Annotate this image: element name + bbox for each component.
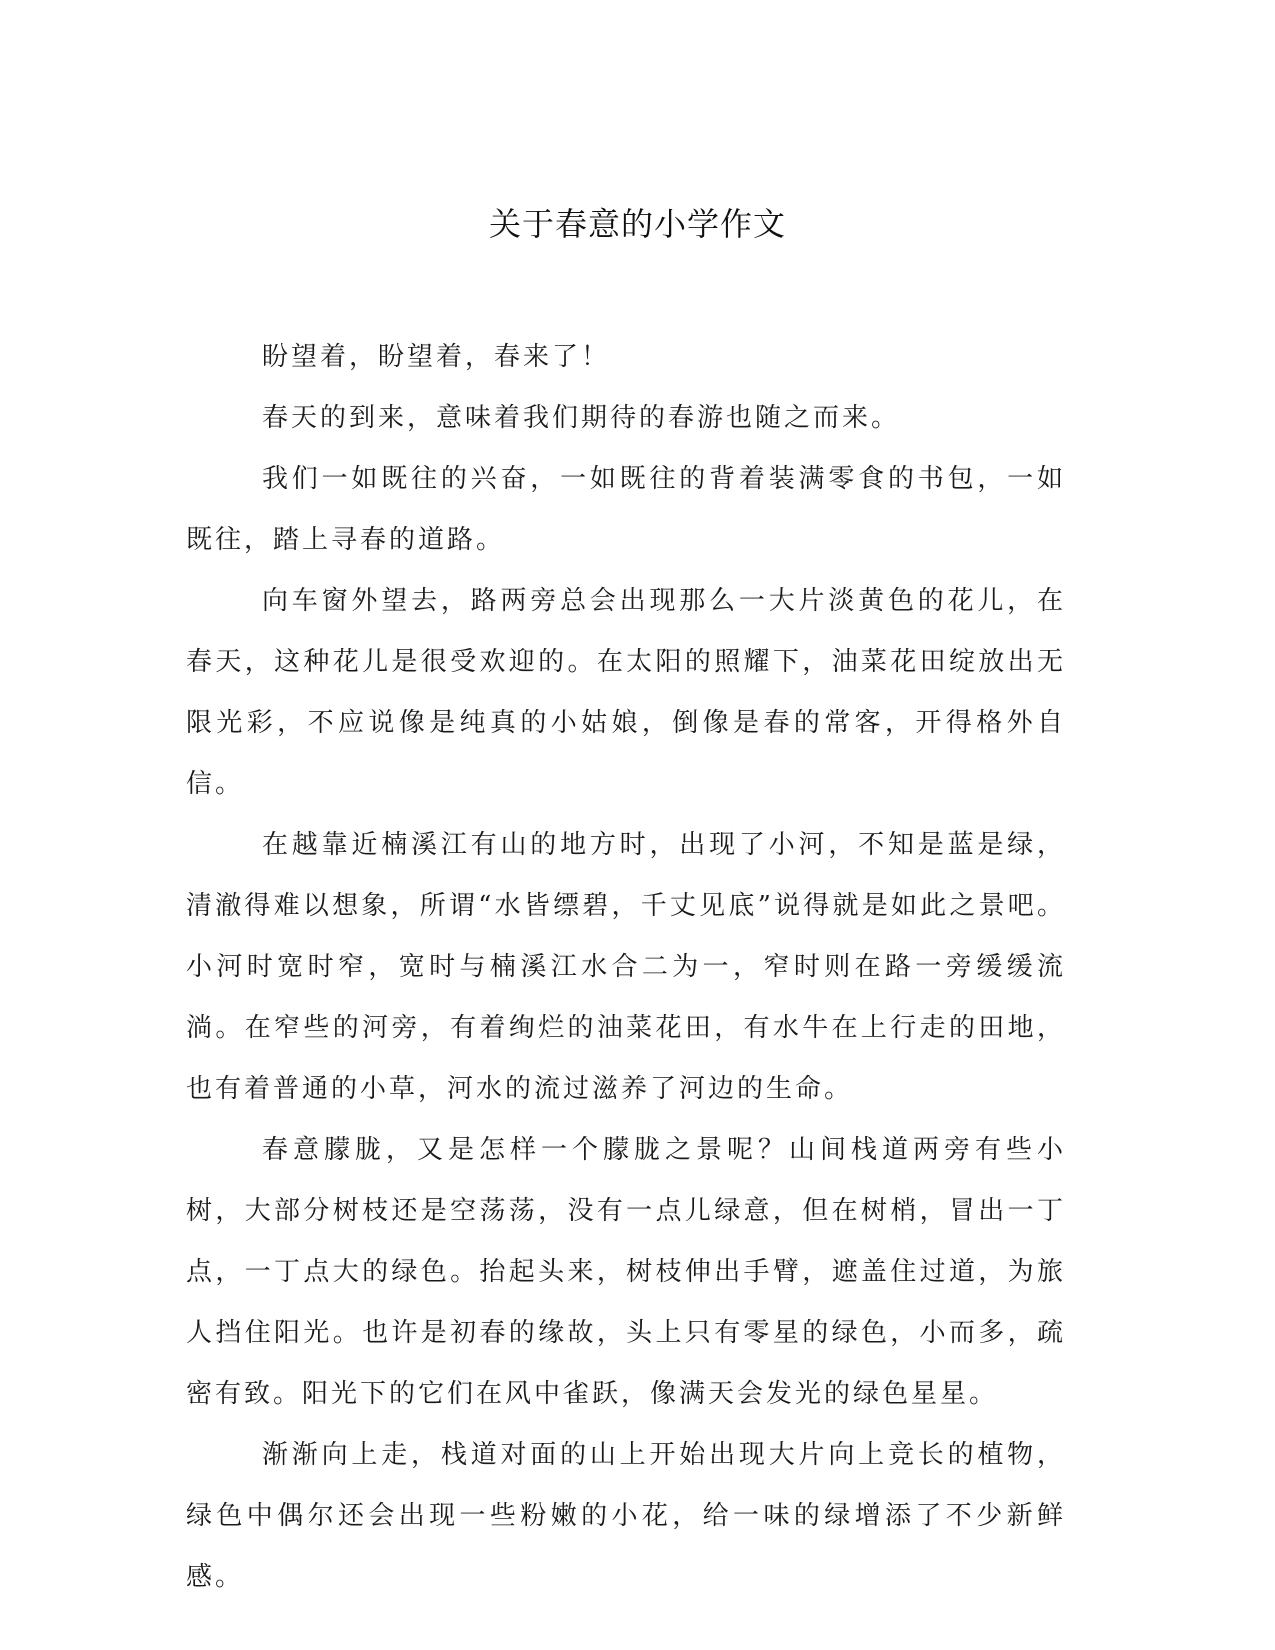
paragraph: 盼望着，盼望着，春来了！ — [262, 342, 611, 372]
paragraph: 在越靠近楠溪江有山的地方时，出现了小河，不知是蓝是绿，清澈得难以想象，所谓“水皆缥碧，千丈见底”说得就是如此之景吧。小河时宽时窄，宽时与楠溪江水合二为一，窄时则在路一旁缓缓流淌。在窄些的河旁，有着绚烂的油菜花田，有水牛在上行走的田地，也有着普通的小草，河水的流过滋养了河边的生命。 — [186, 830, 1066, 1104]
paragraph: 向车窗外望去，路两旁总会出现那么一大片淡黄色的花儿，在春天，这种花儿是很受欢迎的。在太阳的照耀下，油菜花田绽放出无限光彩，不应说像是纯真的小姑娘，倒像是春的常客，开得格外自信。 — [186, 586, 1066, 799]
paragraph: 春意朦胧，又是怎样一个朦胧之景呢？山间栈道两旁有些小树，大部分树枝还是空荡荡，没有一点儿绿意，但在树梢，冒出一丁点，一丁点大的绿色。抬起头来，树枝伸出手臂，遮盖住过道，为旅人挡住阳光。也许是初春的缘故，头上只有零星的绿色，小而多，疏密有致。阳光下的它们在风中雀跃，像满天会发光的绿色星星。 — [186, 1135, 1066, 1409]
document-title: 关于春意的小学作文 — [488, 205, 786, 243]
paragraph: 渐渐向上走，栈道对面的山上开始出现大片向上竞长的植物，绿色中偶尔还会出现一些粉嫩的小花，给一味的绿增添了不少新鲜感。 — [186, 1440, 1066, 1592]
paragraph: 我们一如既往的兴奋，一如既往的背着装满零食的书包，一如既往，踏上寻春的道路。 — [186, 464, 1066, 555]
paragraph: 春天的到来，意味着我们期待的春游也随之而来。 — [262, 403, 901, 433]
document-body — [186, 327, 1066, 1608]
